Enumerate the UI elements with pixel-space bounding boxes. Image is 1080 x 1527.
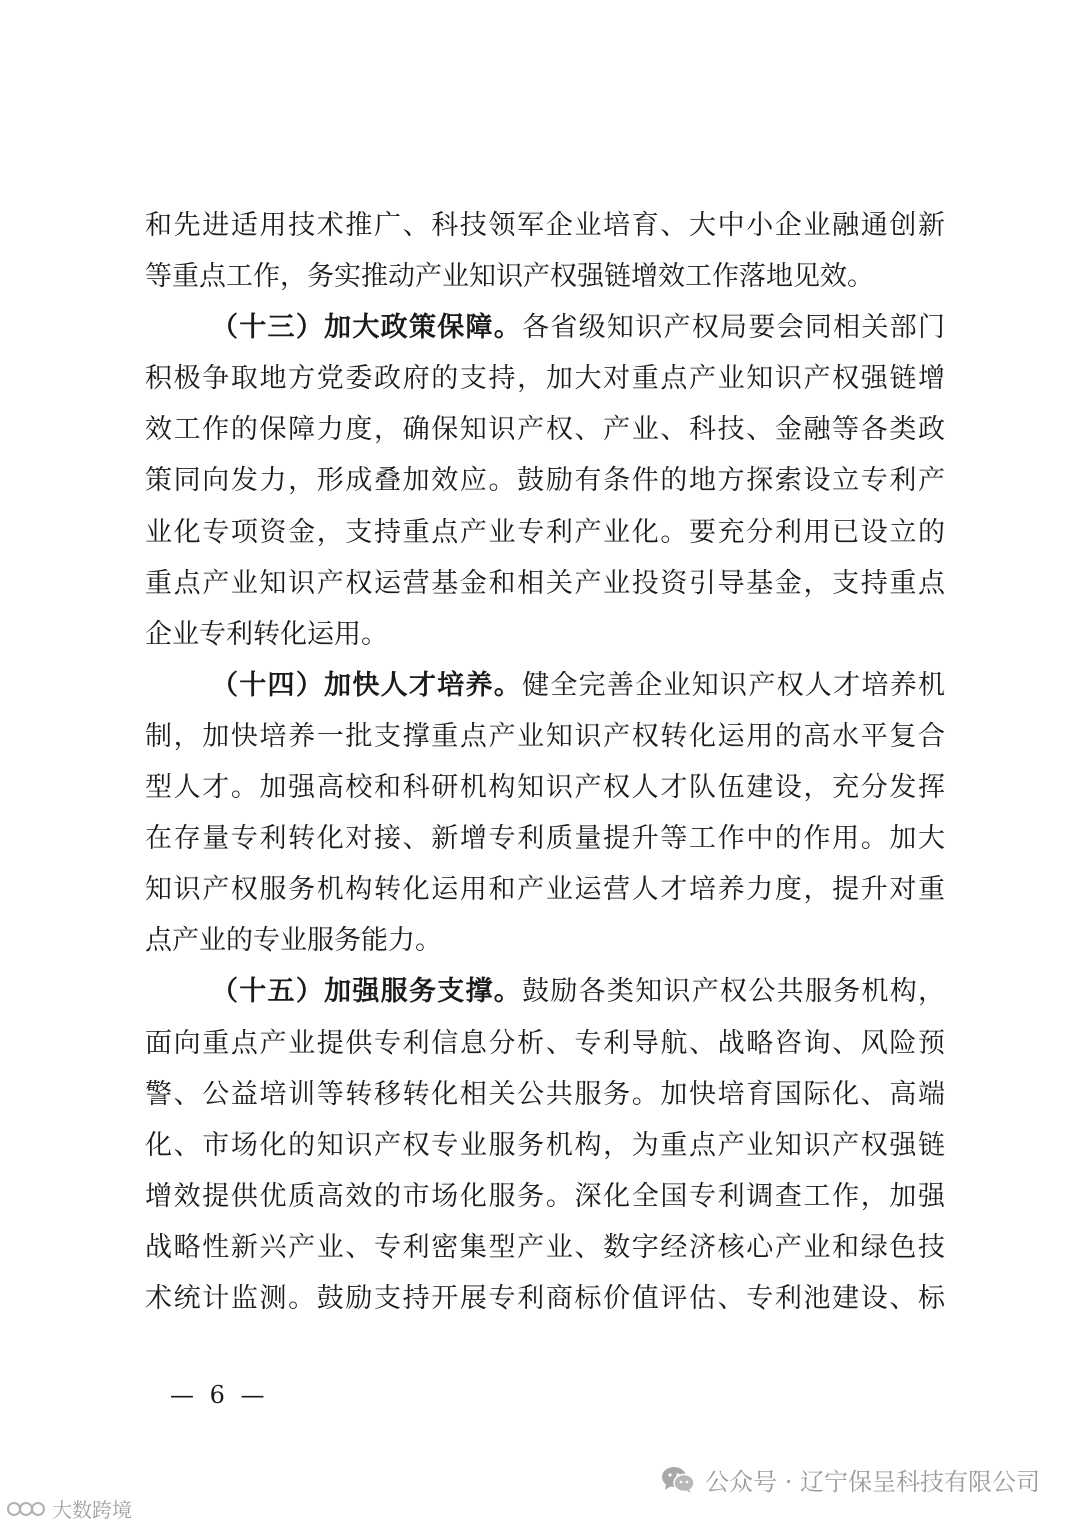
line-text: 在存量专利转化对接、新增专利质量提升等工作中的作用。加大 xyxy=(145,823,945,855)
section-heading-15: （十五）加强服务支撑。 xyxy=(211,976,523,1008)
text-line xyxy=(145,353,945,404)
corner-watermark-text: 大数跨境 xyxy=(52,1498,132,1522)
line-text: 面向重点产业提供专利信息分析、专利导航、战略咨询、风险预 xyxy=(145,1027,945,1059)
line-text: 重点产业知识产权运营基金和相关产业投资引导基金，支持重点 xyxy=(145,567,945,599)
text-line xyxy=(145,1018,945,1069)
text-line-section-15 xyxy=(145,966,945,1017)
text-line xyxy=(145,200,945,251)
text-line xyxy=(145,507,945,558)
line-text: 战略性新兴产业、专利密集型产业、数字经济核心产业和绿色技 xyxy=(145,1231,945,1263)
line-text: 业化专项资金，支持重点产业专利产业化。要充分利用已设立的 xyxy=(145,516,945,548)
text-line xyxy=(145,864,945,915)
text-line xyxy=(145,558,945,609)
line-text: 鼓励各类知识产权公共服务机构， xyxy=(522,976,945,1008)
text-line xyxy=(145,404,945,455)
corner-logo-icon xyxy=(6,1497,46,1521)
text-line xyxy=(145,711,945,762)
line-text: 企业专利转化运用。 xyxy=(145,618,388,650)
line-text: 积极争取地方党委政府的支持，加大对重点产业知识产权强链增 xyxy=(145,363,945,395)
line-text: 知识产权服务机构转化运用和产业运营人才培养力度，提升对重 xyxy=(145,874,945,906)
wechat-watermark xyxy=(661,1462,1040,1497)
text-line xyxy=(145,455,945,506)
document-body xyxy=(145,200,945,1324)
text-line xyxy=(145,1069,945,1120)
text-line-section-13 xyxy=(145,302,945,353)
line-text: 和先进适用技术推广、科技领军企业培育、大中小企业融通创新 xyxy=(145,210,945,241)
line-text: 效工作的保障力度，确保知识产权、产业、科技、金融等各类政 xyxy=(145,414,945,446)
corner-watermark xyxy=(6,1494,132,1523)
text-line xyxy=(145,609,945,660)
text-line-section-14 xyxy=(145,660,945,711)
line-text: 型人才。加强高校和科研机构知识产权人才队伍建设，充分发挥 xyxy=(145,772,945,804)
text-line xyxy=(145,813,945,864)
line-text: 增效提供优质高效的市场化服务。深化全国专利调查工作，加强 xyxy=(145,1180,945,1212)
line-text: 各省级知识产权局要会同相关部门 xyxy=(522,312,945,344)
text-line xyxy=(145,762,945,813)
text-line xyxy=(145,915,945,966)
line-text: 术统计监测。鼓励支持开展专利商标价值评估、专利池建设、标 xyxy=(145,1282,945,1314)
line-text: 警、公益培训等转移转化相关公共服务。加快培育国际化、高端 xyxy=(145,1078,945,1110)
section-heading-14: （十四）加快人才培养。 xyxy=(211,669,523,701)
line-text: 健全完善企业知识产权人才培养机 xyxy=(522,669,945,701)
wechat-icon xyxy=(661,1466,695,1494)
line-text: 制，加快培养一批支撑重点产业知识产权转化运用的高水平复合 xyxy=(145,720,945,752)
text-line xyxy=(145,1120,945,1171)
line-text: 等重点工作，务实推动产业知识产权强链增效工作落地见效。 xyxy=(145,261,874,293)
page-number: — 6 — xyxy=(170,1381,269,1409)
section-heading-13: （十三）加大政策保障。 xyxy=(211,312,523,344)
text-line xyxy=(145,1273,945,1324)
wechat-account-text: 公众号 · 辽宁保呈科技有限公司 xyxy=(705,1468,1040,1496)
text-line xyxy=(145,1222,945,1273)
line-text: 点产业的专业服务能力。 xyxy=(145,925,442,957)
text-line xyxy=(145,251,945,302)
text-line xyxy=(145,1171,945,1222)
line-text: 策同向发力，形成叠加效应。鼓励有条件的地方探索设立专利产 xyxy=(145,465,945,497)
line-text: 化、市场化的知识产权专业服务机构，为重点产业知识产权强链 xyxy=(145,1129,945,1161)
